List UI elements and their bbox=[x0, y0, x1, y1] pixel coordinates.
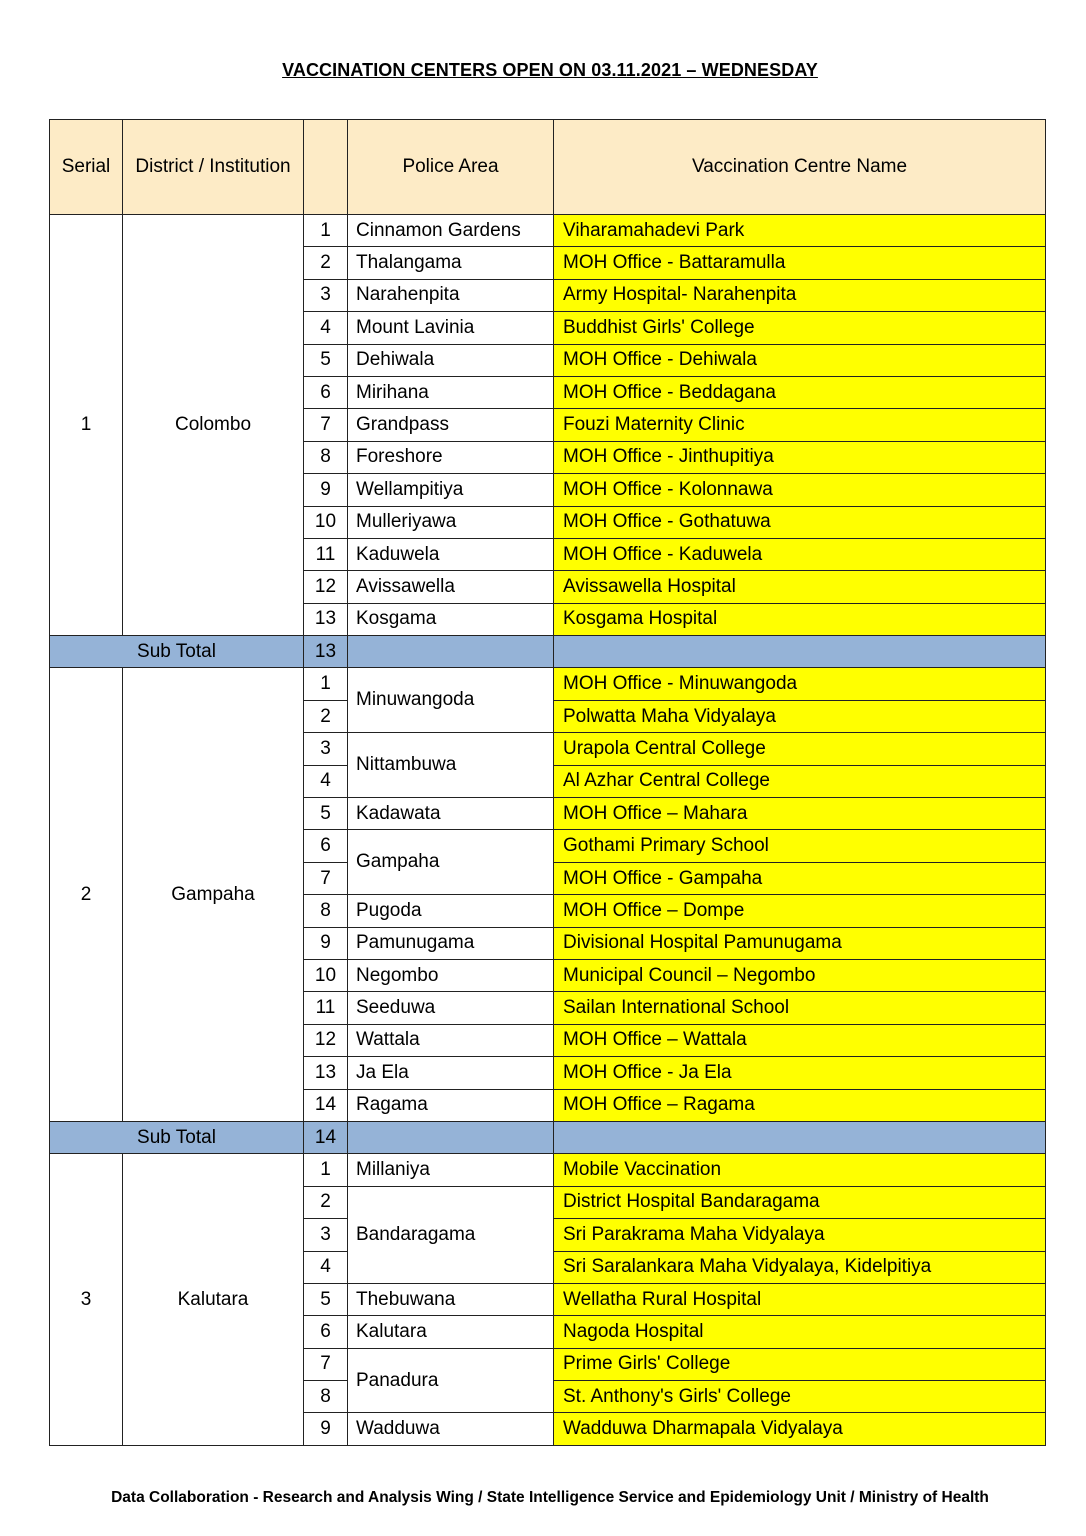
subtotal-empty-cell bbox=[554, 1121, 1046, 1153]
table-header-row bbox=[50, 120, 1046, 215]
row-number-cell: 11 bbox=[304, 992, 348, 1024]
police-area-cell: Thalangama bbox=[348, 247, 554, 279]
row-number-cell: 1 bbox=[304, 215, 348, 247]
district-cell: Gampaha bbox=[123, 668, 304, 1121]
vaccination-centre-cell: MOH Office - Minuwangoda bbox=[554, 668, 1046, 700]
vaccination-centre-cell: Divisional Hospital Pamunugama bbox=[554, 927, 1046, 959]
row-number-cell: 6 bbox=[304, 830, 348, 862]
subtotal-count: 14 bbox=[304, 1121, 348, 1153]
row-number-cell: 6 bbox=[304, 1316, 348, 1348]
police-area-cell: Foreshore bbox=[348, 441, 554, 473]
vaccination-centre-cell: Mobile Vaccination bbox=[554, 1154, 1046, 1186]
district-cell: Kalutara bbox=[123, 1154, 304, 1446]
police-area-cell: Kaduwela bbox=[348, 538, 554, 570]
row-number-cell: 7 bbox=[304, 1348, 348, 1380]
police-area-cell: Narahenpita bbox=[348, 279, 554, 311]
row-number-cell: 2 bbox=[304, 247, 348, 279]
subtotal-label: Sub Total bbox=[50, 1121, 304, 1153]
vaccination-centre-cell: MOH Office - Dehiwala bbox=[554, 344, 1046, 376]
table-row bbox=[50, 668, 1046, 700]
police-area-cell: Avissawella bbox=[348, 571, 554, 603]
row-number-cell: 4 bbox=[304, 312, 348, 344]
police-area-cell: Pugoda bbox=[348, 895, 554, 927]
vaccination-centre-cell: Gothami Primary School bbox=[554, 830, 1046, 862]
header-centre-name: Vaccination Centre Name bbox=[554, 120, 1046, 215]
row-number-cell: 5 bbox=[304, 344, 348, 376]
row-number-cell: 9 bbox=[304, 927, 348, 959]
police-area-cell: Nittambuwa bbox=[348, 733, 554, 798]
vaccination-centre-cell: MOH Office – Mahara bbox=[554, 798, 1046, 830]
subtotal-empty-cell bbox=[348, 636, 554, 668]
police-area-cell: Millaniya bbox=[348, 1154, 554, 1186]
serial-cell: 1 bbox=[50, 215, 123, 636]
row-number-cell: 12 bbox=[304, 1024, 348, 1056]
vaccination-centre-cell: Municipal Council – Negombo bbox=[554, 959, 1046, 991]
vaccination-centre-cell: Al Azhar Central College bbox=[554, 765, 1046, 797]
row-number-cell: 3 bbox=[304, 733, 348, 765]
header-district: District / Institution bbox=[123, 120, 304, 215]
serial-cell: 2 bbox=[50, 668, 123, 1121]
vaccination-centre-cell: MOH Office - Kolonnawa bbox=[554, 474, 1046, 506]
header-police-area: Police Area bbox=[348, 120, 554, 215]
row-number-cell: 9 bbox=[304, 1413, 348, 1445]
subtotal-empty-cell bbox=[554, 636, 1046, 668]
vaccination-centre-cell: MOH Office - Ja Ela bbox=[554, 1057, 1046, 1089]
row-number-cell: 5 bbox=[304, 798, 348, 830]
row-number-cell: 4 bbox=[304, 765, 348, 797]
police-area-cell: Cinnamon Gardens bbox=[348, 215, 554, 247]
page-title: VACCINATION CENTERS OPEN ON 03.11.2021 – WEDNESDAY bbox=[282, 60, 818, 80]
vaccination-centre-cell: Buddhist Girls' College bbox=[554, 312, 1046, 344]
table-body bbox=[50, 215, 1046, 1446]
police-area-cell: Bandaragama bbox=[348, 1186, 554, 1283]
row-number-cell: 1 bbox=[304, 668, 348, 700]
row-number-cell: 8 bbox=[304, 1381, 348, 1413]
vaccination-centre-cell: Nagoda Hospital bbox=[554, 1316, 1046, 1348]
row-number-cell: 10 bbox=[304, 506, 348, 538]
row-number-cell: 4 bbox=[304, 1251, 348, 1283]
police-area-cell: Panadura bbox=[348, 1348, 554, 1413]
vaccination-centre-cell: MOH Office – Ragama bbox=[554, 1089, 1046, 1121]
police-area-cell: Minuwangoda bbox=[348, 668, 554, 733]
police-area-cell: Kalutara bbox=[348, 1316, 554, 1348]
vaccination-centre-cell: Sri Parakrama Maha Vidyalaya bbox=[554, 1219, 1046, 1251]
vaccination-centre-cell: Kosgama Hospital bbox=[554, 603, 1046, 635]
row-number-cell: 1 bbox=[304, 1154, 348, 1186]
police-area-cell: Wattala bbox=[348, 1024, 554, 1056]
header-number bbox=[304, 120, 348, 215]
serial-cell: 3 bbox=[50, 1154, 123, 1446]
police-area-cell: Wadduwa bbox=[348, 1413, 554, 1445]
vaccination-centre-cell: MOH Office – Dompe bbox=[554, 895, 1046, 927]
vaccination-centre-cell: District Hospital Bandaragama bbox=[554, 1186, 1046, 1218]
vaccination-centre-cell: Wadduwa Dharmapala Vidyalaya bbox=[554, 1413, 1046, 1445]
vaccination-centre-cell: MOH Office - Beddagana bbox=[554, 376, 1046, 408]
police-area-cell: Wellampitiya bbox=[348, 474, 554, 506]
vaccination-centre-cell: Polwatta Maha Vidyalaya bbox=[554, 700, 1046, 732]
row-number-cell: 3 bbox=[304, 279, 348, 311]
police-area-cell: Mirihana bbox=[348, 376, 554, 408]
row-number-cell: 7 bbox=[304, 409, 348, 441]
police-area-cell: Dehiwala bbox=[348, 344, 554, 376]
police-area-cell: Kadawata bbox=[348, 798, 554, 830]
row-number-cell: 8 bbox=[304, 441, 348, 473]
vaccination-centre-cell: Army Hospital- Narahenpita bbox=[554, 279, 1046, 311]
vaccination-centre-cell: MOH Office - Gothatuwa bbox=[554, 506, 1046, 538]
row-number-cell: 6 bbox=[304, 376, 348, 408]
row-number-cell: 13 bbox=[304, 1057, 348, 1089]
police-area-cell: Kosgama bbox=[348, 603, 554, 635]
police-area-cell: Gampaha bbox=[348, 830, 554, 895]
vaccination-centre-cell: Avissawella Hospital bbox=[554, 571, 1046, 603]
vaccination-centre-cell: Urapola Central College bbox=[554, 733, 1046, 765]
footer-credit: Data Collaboration - Research and Analysis Wing / State Intelligence Service and Epidemiology Unit / Ministry of Health bbox=[111, 1489, 989, 1506]
row-number-cell: 10 bbox=[304, 959, 348, 991]
district-cell: Colombo bbox=[123, 215, 304, 636]
subtotal-label: Sub Total bbox=[50, 636, 304, 668]
header-serial: Serial bbox=[50, 120, 123, 215]
vaccination-centre-cell: MOH Office - Gampaha bbox=[554, 862, 1046, 894]
row-number-cell: 12 bbox=[304, 571, 348, 603]
subtotal-count: 13 bbox=[304, 636, 348, 668]
row-number-cell: 8 bbox=[304, 895, 348, 927]
row-number-cell: 11 bbox=[304, 538, 348, 570]
subtotal-row bbox=[50, 636, 1046, 668]
row-number-cell: 14 bbox=[304, 1089, 348, 1121]
vaccination-centre-cell: Viharamahadevi Park bbox=[554, 215, 1046, 247]
table-row bbox=[50, 215, 1046, 247]
police-area-cell: Mount Lavinia bbox=[348, 312, 554, 344]
police-area-cell: Thebuwana bbox=[348, 1283, 554, 1315]
row-number-cell: 2 bbox=[304, 700, 348, 732]
vaccination-centre-cell: Fouzi Maternity Clinic bbox=[554, 409, 1046, 441]
police-area-cell: Negombo bbox=[348, 959, 554, 991]
vaccination-centre-cell: Wellatha Rural Hospital bbox=[554, 1283, 1046, 1315]
vaccination-centre-cell: MOH Office - Kaduwela bbox=[554, 538, 1046, 570]
police-area-cell: Pamunugama bbox=[348, 927, 554, 959]
row-number-cell: 3 bbox=[304, 1219, 348, 1251]
police-area-cell: Ragama bbox=[348, 1089, 554, 1121]
table-row bbox=[50, 1154, 1046, 1186]
row-number-cell: 13 bbox=[304, 603, 348, 635]
vaccination-centre-cell: St. Anthony's Girls' College bbox=[554, 1381, 1046, 1413]
vaccination-centers-table bbox=[49, 119, 1046, 1446]
vaccination-centre-cell: Sailan International School bbox=[554, 992, 1046, 1024]
vaccination-centre-cell: MOH Office - Battaramulla bbox=[554, 247, 1046, 279]
vaccination-centre-cell: MOH Office - Jinthupitiya bbox=[554, 441, 1046, 473]
subtotal-row bbox=[50, 1121, 1046, 1153]
police-area-cell: Seeduwa bbox=[348, 992, 554, 1024]
police-area-cell: Ja Ela bbox=[348, 1057, 554, 1089]
row-number-cell: 5 bbox=[304, 1283, 348, 1315]
vaccination-centre-cell: MOH Office – Wattala bbox=[554, 1024, 1046, 1056]
row-number-cell: 9 bbox=[304, 474, 348, 506]
police-area-cell: Grandpass bbox=[348, 409, 554, 441]
police-area-cell: Mulleriyawa bbox=[348, 506, 554, 538]
subtotal-empty-cell bbox=[348, 1121, 554, 1153]
vaccination-centre-cell: Prime Girls' College bbox=[554, 1348, 1046, 1380]
vaccination-centre-cell: Sri Saralankara Maha Vidyalaya, Kidelpitiya bbox=[554, 1251, 1046, 1283]
row-number-cell: 7 bbox=[304, 862, 348, 894]
row-number-cell: 2 bbox=[304, 1186, 348, 1218]
